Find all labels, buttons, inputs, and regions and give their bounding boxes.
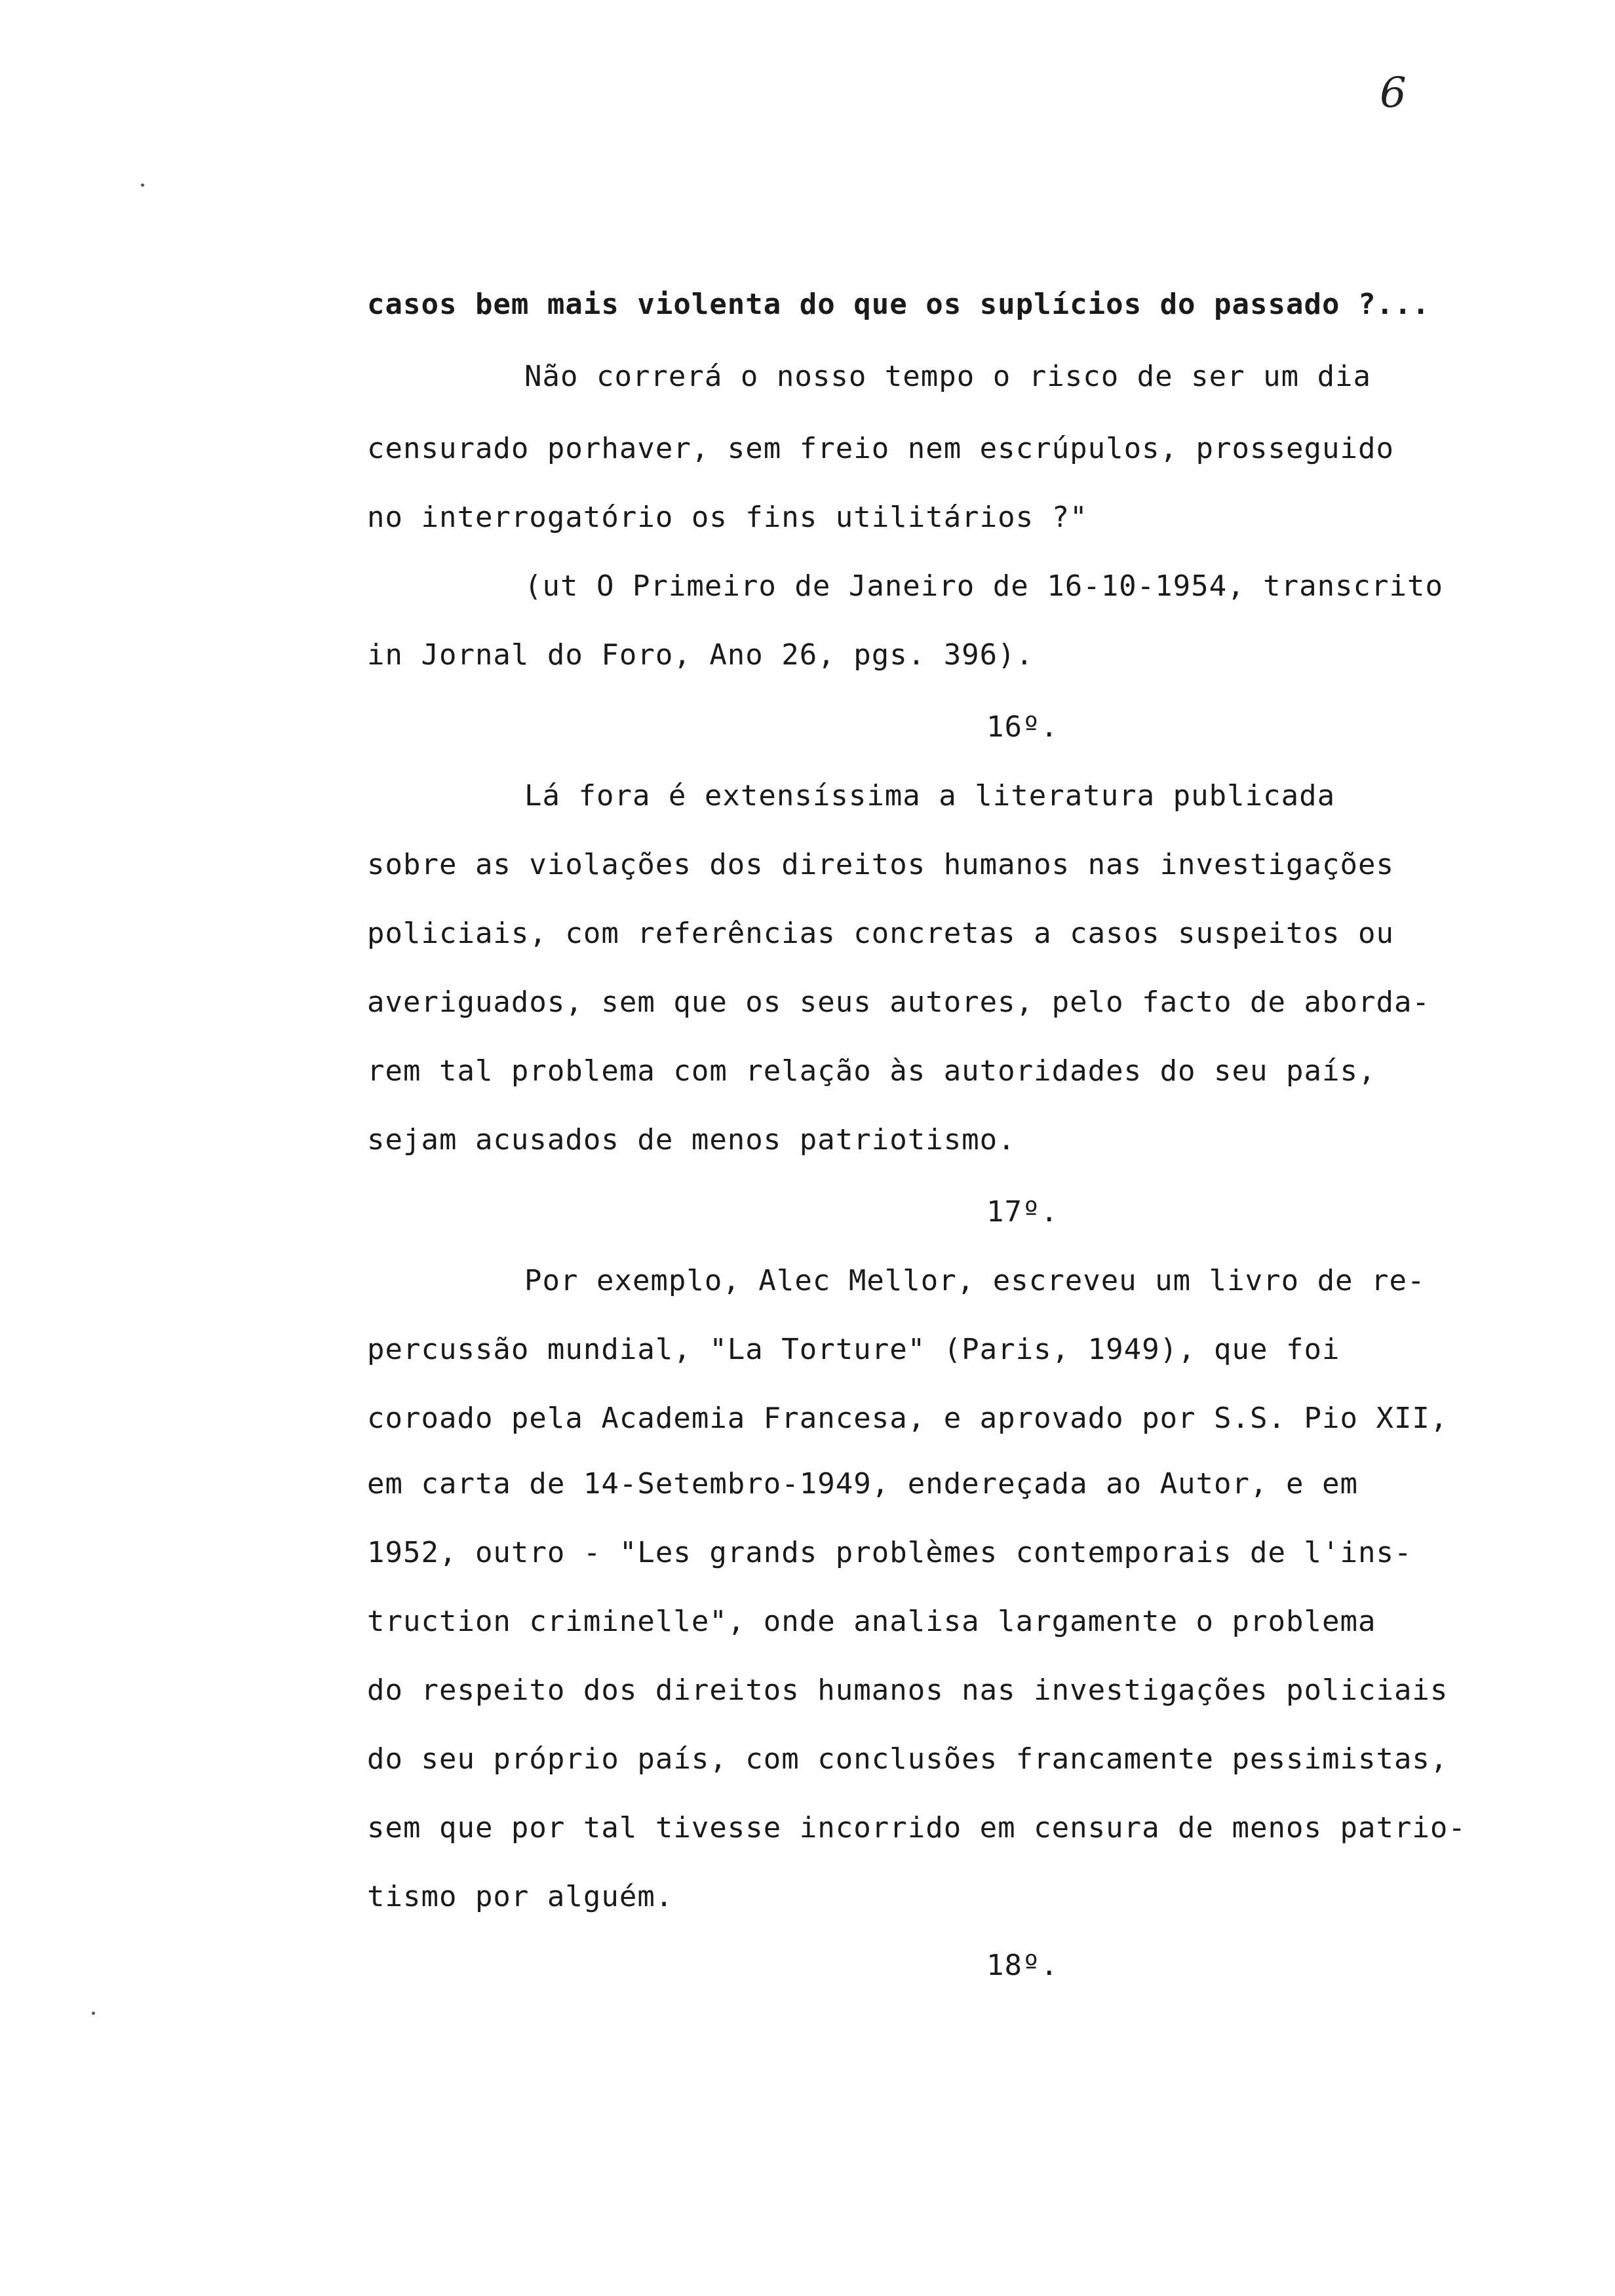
text-line: no interrogatório os fins utilitários ?" <box>367 501 1088 534</box>
text-line: casos bem mais violenta do que os suplícios do passado ?... <box>367 288 1430 321</box>
text-line: censurado porhaver, sem freio nem escrúpulos, prosseguido <box>367 432 1394 465</box>
text-line: do respeito dos direitos humanos nas investigações policiais <box>367 1674 1449 1707</box>
page-number: 6 <box>1380 69 1407 117</box>
section-number: 17º. <box>986 1195 1059 1229</box>
text-line: tismo por alguém. <box>367 1880 674 1913</box>
text-line: sem que por tal tivesse incorrido em censura de menos patrio- <box>367 1811 1466 1845</box>
section-number: 16º. <box>986 710 1059 744</box>
text-line: Por exemplo, Alec Mellor, escreveu um livro de re- <box>524 1264 1426 1297</box>
text-line: truction criminelle", onde analisa largamente o problema <box>367 1605 1376 1638</box>
text-line: sobre as violações dos direitos humanos nas investigações <box>367 848 1394 881</box>
text-line: percussão mundial, "La Torture" (Paris, 1949), que foi <box>367 1333 1340 1366</box>
scan-speck <box>141 183 144 187</box>
text-line: em carta de 14-Setembro-1949, endereçada ao Autor, e em <box>367 1467 1358 1501</box>
text-line: (ut O Primeiro de Janeiro de 16-10-1954, transcrito <box>524 569 1444 603</box>
text-line: policiais, com referências concretas a casos suspeitos ou <box>367 917 1394 950</box>
text-line: Lá fora é extensíssima a literatura publicada <box>524 779 1336 813</box>
text-line: Não correrá o nosso tempo o risco de ser um dia <box>524 360 1372 393</box>
text-line: averiguados, sem que os seus autores, pelo facto de aborda- <box>367 985 1430 1019</box>
section-number: 18º. <box>986 1949 1059 1982</box>
text-line: coroado pela Academia Francesa, e aprovado por S.S. Pio XII, <box>367 1402 1449 1435</box>
scan-speck <box>92 2012 95 2015</box>
text-line: do seu próprio país, com conclusões francamente pessimistas, <box>367 1742 1449 1776</box>
text-line: 1952, outro - "Les grands problèmes contemporais de l'ins- <box>367 1536 1412 1569</box>
text-line: in Jornal do Foro, Ano 26, pgs. 396). <box>367 638 1034 672</box>
text-line: rem tal problema com relação às autoridades do seu país, <box>367 1054 1376 1088</box>
text-line: sejam acusados de menos patriotismo. <box>367 1123 1016 1157</box>
